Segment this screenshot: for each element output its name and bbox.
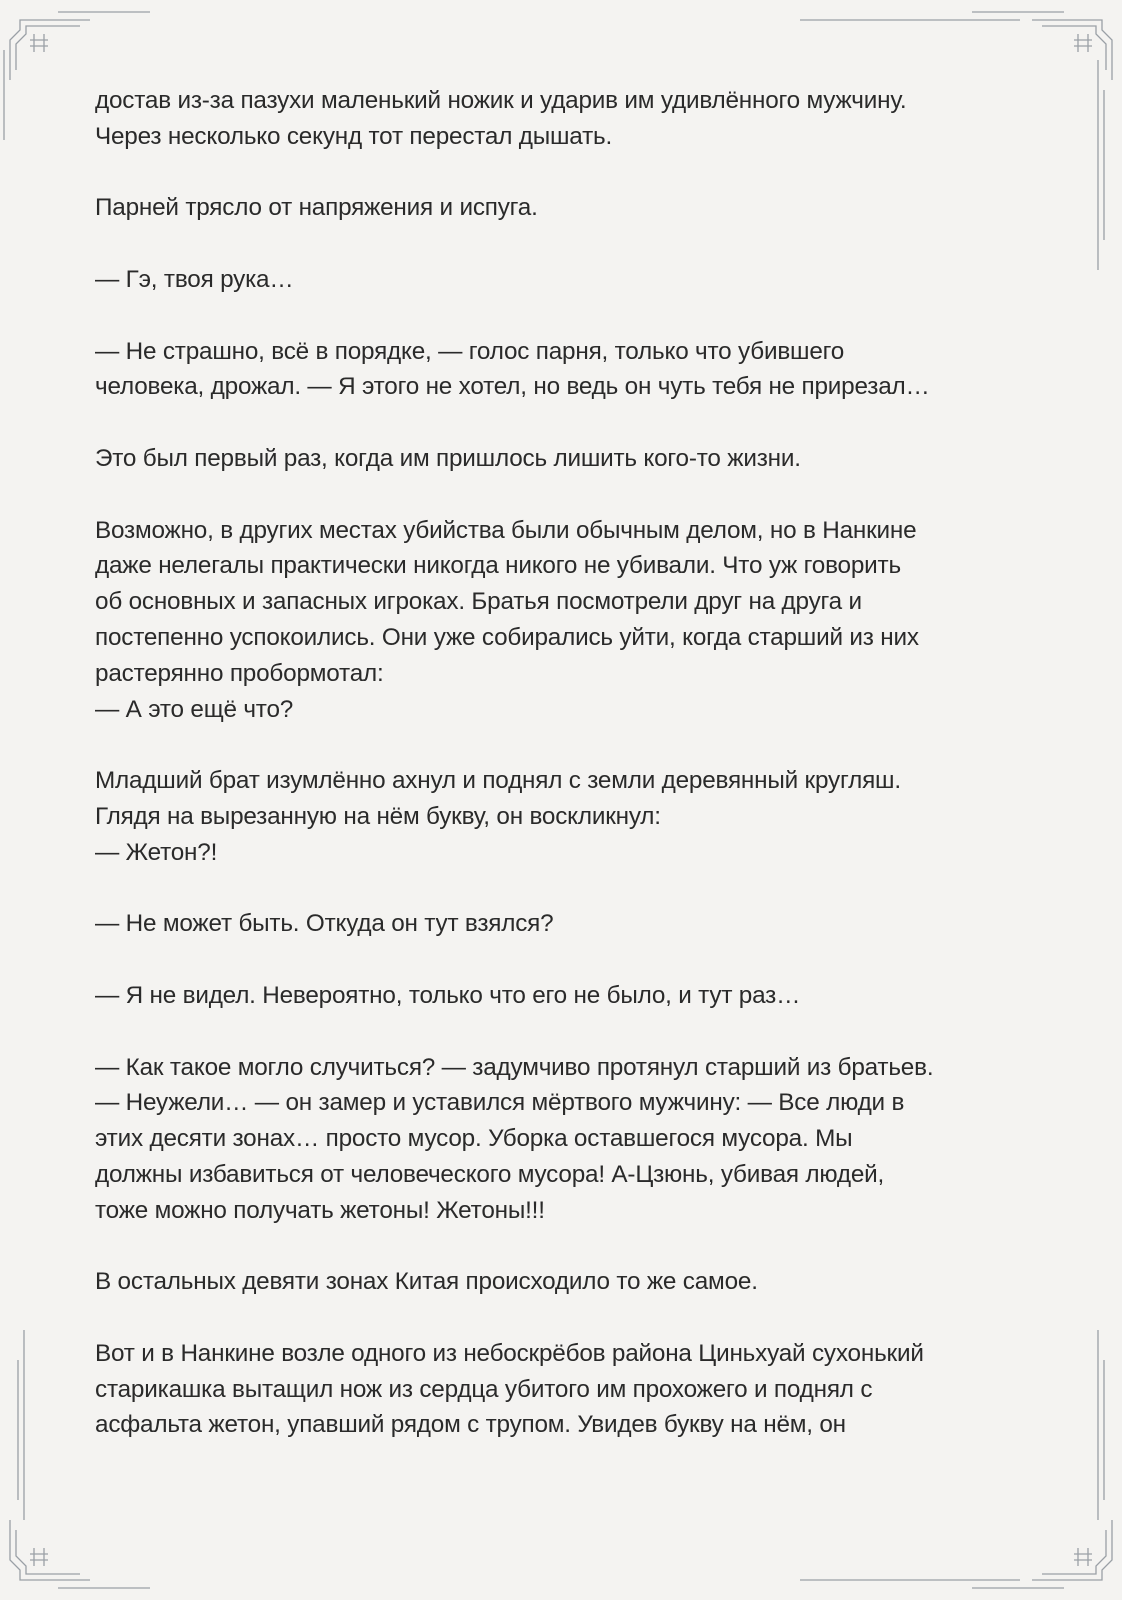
paragraph: В остальных девяти зонах Китая происходило то же самое. [95,1268,758,1296]
paragraph: — Не может быть. Откуда он тут взялся? [95,910,554,938]
document-body [95,83,1035,1443]
paragraph: Парней трясло от напряжения и испуга. [95,194,538,222]
paragraph: достав из-за пазухи маленький ножик и ударив им удивлённого мужчину. Через несколько секунд тот перестал дышать. [95,87,907,150]
paragraph: — Я не видел. Невероятно, только что его не было, и тут раз… [95,981,801,1009]
paragraph: — Гэ, твоя рука… [95,265,294,293]
paragraph: Возможно, в других местах убийства были обычным делом, но в Нанкине даже нелегалы практически никогда никого не убивали. Что уж говорить об основных и запасных игроках. Братья посмотрели друг на друга и постепенно успокоились. Они уже собирались уйти, когда старший из них растерянно пробормотал: — А это ещё что? [95,516,919,723]
paragraph: Вот и в Нанкине возле одного из небоскрёбов района Циньхуай сухонький старикашка вытащил нож из сердца убитого им прохожего и поднял с асфальта жетон, упавший рядом с трупом. Увидев букву на нём, он [95,1339,924,1439]
paragraph: Это был первый раз, когда им пришлось лишить кого-то жизни. [95,444,801,472]
paragraph: Младший брат изумлённо ахнул и поднял с земли деревянный кругляш. Глядя на вырезанную на нём букву, он воскликнул: — Жетон?! [95,767,901,866]
paragraph: — Не страшно, всё в порядке, — голос парня, только что убившего человека, дрожал. — Я этого не хотел, но ведь он чуть тебя не прирезал… [95,337,930,401]
paragraph: — Как такое могло случиться? — задумчиво протянул старший из братьев. — Неужели… — он замер и уставился мёртвого мужчину: — Все люди в этих десяти зонах… просто мусор. Уборка оставшегося мусора. Мы должны избавиться от человеческого мусора! А-Цзюнь, убивая людей, тоже можно получать жетоны! Жетоны!!! [95,1053,934,1224]
